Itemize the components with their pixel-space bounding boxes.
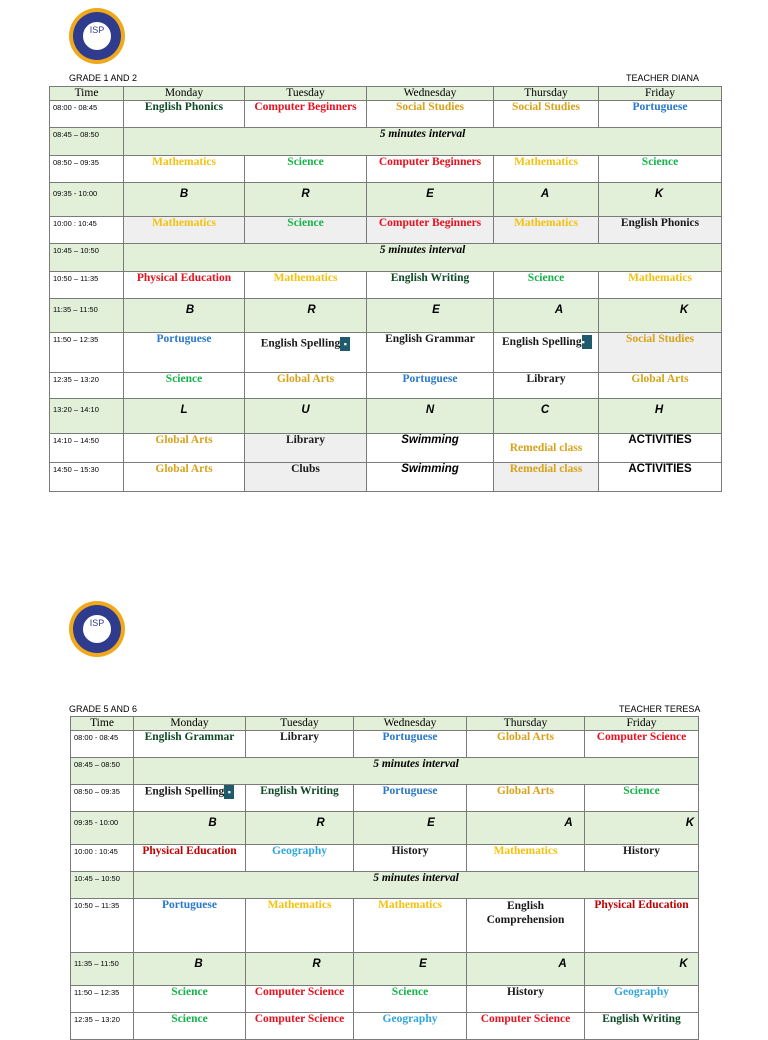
break-row bbox=[50, 299, 722, 333]
lesson-cell: Global Arts bbox=[467, 731, 585, 758]
lesson-text: English Spelling bbox=[260, 337, 341, 350]
time-cell: 08:50 – 09:35 bbox=[50, 156, 124, 183]
lesson-cell: English Phonics bbox=[124, 101, 245, 128]
lesson-cell: English Writing bbox=[367, 272, 494, 299]
lesson-cell: Computer Science bbox=[246, 986, 354, 1013]
grade-label: GRADE 1 AND 2 bbox=[69, 73, 138, 83]
time-cell: 11:50 – 12:35 bbox=[71, 986, 134, 1013]
table-row bbox=[50, 101, 722, 128]
lesson-cell: Mathematics bbox=[246, 899, 354, 953]
lesson-cell: Mathematics bbox=[124, 217, 245, 244]
lesson-cell: Social Studies bbox=[599, 333, 722, 373]
break-letter: R bbox=[246, 812, 354, 845]
interval-cell: 5 minutes interval bbox=[134, 758, 699, 785]
break-letter: E bbox=[354, 953, 467, 986]
lesson-cell: Computer Science bbox=[246, 1013, 354, 1040]
time-cell: 10:45 – 10:50 bbox=[50, 244, 124, 272]
interval-cell: 5 minutes interval bbox=[134, 872, 699, 899]
lesson-text: English Spelling bbox=[144, 785, 225, 798]
lesson-cell: Computer Science bbox=[467, 1013, 585, 1040]
interval-row bbox=[71, 872, 699, 899]
break-letter: B bbox=[124, 299, 245, 333]
lesson-cell: English Writing bbox=[246, 785, 354, 812]
lesson-cell: Social Studies bbox=[367, 101, 494, 128]
lesson-cell: ACTIVITIES bbox=[599, 434, 722, 463]
time-cell: 10:00 : 10:45 bbox=[50, 217, 124, 244]
lesson-cell: Portuguese bbox=[367, 373, 494, 399]
time-cell: 09:35 - 10:00 bbox=[50, 183, 124, 217]
lesson-cell: Social Studies bbox=[494, 101, 599, 128]
table-row bbox=[50, 217, 722, 244]
table-row bbox=[50, 272, 722, 299]
break-letter: A bbox=[467, 953, 585, 986]
lesson-cell: Portuguese bbox=[124, 333, 245, 373]
break-letter: K bbox=[599, 183, 722, 217]
break-letter: E bbox=[354, 812, 467, 845]
lunch-letter: N bbox=[367, 399, 494, 434]
text-cursor-marker: ▪ bbox=[340, 337, 350, 351]
time-cell: 08:00 - 08:45 bbox=[71, 731, 134, 758]
table-row bbox=[50, 156, 722, 183]
lesson-cell: Remedial class bbox=[494, 463, 599, 492]
time-cell: 11:50 – 12:35 bbox=[50, 333, 124, 373]
time-cell: 08:00 - 08:45 bbox=[50, 101, 124, 128]
table-row bbox=[71, 731, 699, 758]
time-cell: 12:35 – 13:20 bbox=[50, 373, 124, 399]
lesson-cell: Library bbox=[494, 373, 599, 399]
time-cell: 10:50 – 11:35 bbox=[50, 272, 124, 299]
lesson-cell bbox=[494, 333, 599, 373]
lesson-cell: Global Arts bbox=[124, 463, 245, 492]
lesson-cell: Physical Education bbox=[124, 272, 245, 299]
time-cell: 14:50 – 15:30 bbox=[50, 463, 124, 492]
lesson-cell: Portuguese bbox=[599, 101, 722, 128]
grade-label: GRADE 5 AND 6 bbox=[69, 704, 138, 714]
lesson-cell: Mathematics bbox=[494, 156, 599, 183]
lesson-cell: Computer Beginners bbox=[367, 217, 494, 244]
lesson-cell: Science bbox=[134, 1013, 246, 1040]
col-header: Tuesday bbox=[246, 717, 354, 731]
col-header: Monday bbox=[134, 717, 246, 731]
break-letter: E bbox=[367, 183, 494, 217]
lesson-cell: Computer Beginners bbox=[245, 101, 367, 128]
table-row bbox=[71, 986, 699, 1013]
time-cell: 11:35 – 11:50 bbox=[71, 953, 134, 986]
time-cell: 13:20 – 14:10 bbox=[50, 399, 124, 434]
col-header: Time bbox=[50, 87, 124, 101]
lesson-cell: Swimming bbox=[367, 434, 494, 463]
lesson-cell: Portuguese bbox=[354, 785, 467, 812]
lesson-cell: Global Arts bbox=[245, 373, 367, 399]
interval-row bbox=[71, 758, 699, 785]
time-cell: 10:50 – 11:35 bbox=[71, 899, 134, 953]
col-header: Time bbox=[71, 717, 134, 731]
text-cursor-marker: ▪ bbox=[582, 335, 592, 349]
logo-text: ISP bbox=[89, 618, 105, 628]
time-cell: 08:50 – 09:35 bbox=[71, 785, 134, 812]
teacher-label: TEACHER DIANA bbox=[626, 73, 700, 83]
break-letter: B bbox=[134, 953, 246, 986]
lesson-cell: Library bbox=[246, 731, 354, 758]
lesson-cell: Mathematics bbox=[467, 845, 585, 872]
header-row bbox=[50, 87, 722, 101]
break-letter: K bbox=[585, 812, 699, 845]
teacher-label: TEACHER TERESA bbox=[619, 704, 701, 714]
lesson-cell: Physical Education bbox=[585, 899, 699, 953]
break-letter: A bbox=[467, 812, 585, 845]
lesson-cell: Computer Science bbox=[585, 731, 699, 758]
col-header: Friday bbox=[585, 717, 699, 731]
lesson-cell: Swimming bbox=[367, 463, 494, 492]
col-header: Monday bbox=[124, 87, 245, 101]
logo-text: ISP bbox=[89, 25, 105, 35]
break-letter: A bbox=[494, 183, 599, 217]
table-row bbox=[71, 785, 699, 812]
lunch-letter: C bbox=[494, 399, 599, 434]
time-cell: 09:35 - 10:00 bbox=[71, 812, 134, 845]
lesson-cell bbox=[134, 785, 246, 812]
interval-row bbox=[50, 128, 722, 156]
school-logo bbox=[69, 8, 125, 64]
col-header: Wednesday bbox=[354, 717, 467, 731]
lesson-cell: English Phonics bbox=[599, 217, 722, 244]
table-row bbox=[71, 845, 699, 872]
break-letter: B bbox=[134, 812, 246, 845]
break-letter: A bbox=[494, 299, 599, 333]
lesson-cell: Library bbox=[245, 434, 367, 463]
col-header: Thursday bbox=[494, 87, 599, 101]
lesson-cell: Mathematics bbox=[599, 272, 722, 299]
table-row bbox=[71, 899, 699, 953]
lunch-letter: U bbox=[245, 399, 367, 434]
col-header: Tuesday bbox=[245, 87, 367, 101]
lesson-cell: English Comprehension bbox=[467, 899, 585, 953]
interval-cell: 5 minutes interval bbox=[124, 128, 722, 156]
lesson-cell: Science bbox=[134, 986, 246, 1013]
lesson-cell: English Grammar bbox=[367, 333, 494, 373]
lesson-cell: Remedial class bbox=[494, 434, 599, 463]
header-row bbox=[71, 717, 699, 731]
table-row bbox=[50, 434, 722, 463]
lesson-text: English Spelling bbox=[502, 336, 582, 348]
lesson-cell: Mathematics bbox=[494, 217, 599, 244]
lunch-row bbox=[50, 399, 722, 434]
break-row bbox=[50, 183, 722, 217]
lesson-cell: Geography bbox=[354, 1013, 467, 1040]
col-header: Friday bbox=[599, 87, 722, 101]
lesson-cell: Mathematics bbox=[354, 899, 467, 953]
lesson-cell: Mathematics bbox=[245, 272, 367, 299]
interval-row bbox=[50, 244, 722, 272]
text-cursor-marker: ▪ bbox=[224, 785, 234, 799]
break-letter: R bbox=[245, 183, 367, 217]
lesson-cell: Geography bbox=[246, 845, 354, 872]
break-letter: R bbox=[245, 299, 367, 333]
lesson-cell: Science bbox=[585, 785, 699, 812]
table-row bbox=[50, 373, 722, 399]
time-cell: 08:45 – 08:50 bbox=[50, 128, 124, 156]
lesson-cell: Science bbox=[494, 272, 599, 299]
lesson-cell: Geography bbox=[585, 986, 699, 1013]
table-row bbox=[50, 333, 722, 373]
break-row bbox=[71, 953, 699, 986]
lesson-cell: Science bbox=[354, 986, 467, 1013]
time-cell: 12:35 – 13:20 bbox=[71, 1013, 134, 1040]
lesson-cell: History bbox=[585, 845, 699, 872]
lesson-cell: Portuguese bbox=[354, 731, 467, 758]
lesson-cell: ACTIVITIES bbox=[599, 463, 722, 492]
col-header: Wednesday bbox=[367, 87, 494, 101]
lesson-cell: Global Arts bbox=[599, 373, 722, 399]
time-cell: 08:45 – 08:50 bbox=[71, 758, 134, 785]
lesson-cell bbox=[245, 333, 367, 373]
break-letter: K bbox=[585, 953, 699, 986]
break-letter: E bbox=[367, 299, 494, 333]
lesson-cell: Science bbox=[245, 217, 367, 244]
time-cell: 14:10 – 14:50 bbox=[50, 434, 124, 463]
school-logo bbox=[69, 601, 125, 657]
break-letter: B bbox=[124, 183, 245, 217]
timetable-grade-1-2 bbox=[49, 86, 722, 492]
table-row bbox=[71, 1013, 699, 1040]
lesson-cell: Science bbox=[124, 373, 245, 399]
lesson-cell: Mathematics bbox=[124, 156, 245, 183]
col-header: Thursday bbox=[467, 717, 585, 731]
lesson-cell: Physical Education bbox=[134, 845, 246, 872]
time-cell: 10:45 – 10:50 bbox=[71, 872, 134, 899]
lesson-cell: History bbox=[354, 845, 467, 872]
timetable-grade-5-6 bbox=[70, 716, 699, 1040]
lunch-letter: H bbox=[599, 399, 722, 434]
lesson-cell: Science bbox=[245, 156, 367, 183]
table-row bbox=[50, 463, 722, 492]
lesson-cell: Science bbox=[599, 156, 722, 183]
lesson-cell: History bbox=[467, 986, 585, 1013]
time-cell: 11:35 – 11:50 bbox=[50, 299, 124, 333]
break-letter: R bbox=[246, 953, 354, 986]
lesson-cell: Portuguese bbox=[134, 899, 246, 953]
lesson-cell: English Writing bbox=[585, 1013, 699, 1040]
lesson-cell: Global Arts bbox=[467, 785, 585, 812]
time-cell: 10:00 : 10:45 bbox=[71, 845, 134, 872]
interval-cell: 5 minutes interval bbox=[124, 244, 722, 272]
lesson-cell: English Grammar bbox=[134, 731, 246, 758]
break-row bbox=[71, 812, 699, 845]
lesson-cell: Global Arts bbox=[124, 434, 245, 463]
lesson-cell: Clubs bbox=[245, 463, 367, 492]
lunch-letter: L bbox=[124, 399, 245, 434]
lesson-cell: Computer Beginners bbox=[367, 156, 494, 183]
break-letter: K bbox=[599, 299, 722, 333]
